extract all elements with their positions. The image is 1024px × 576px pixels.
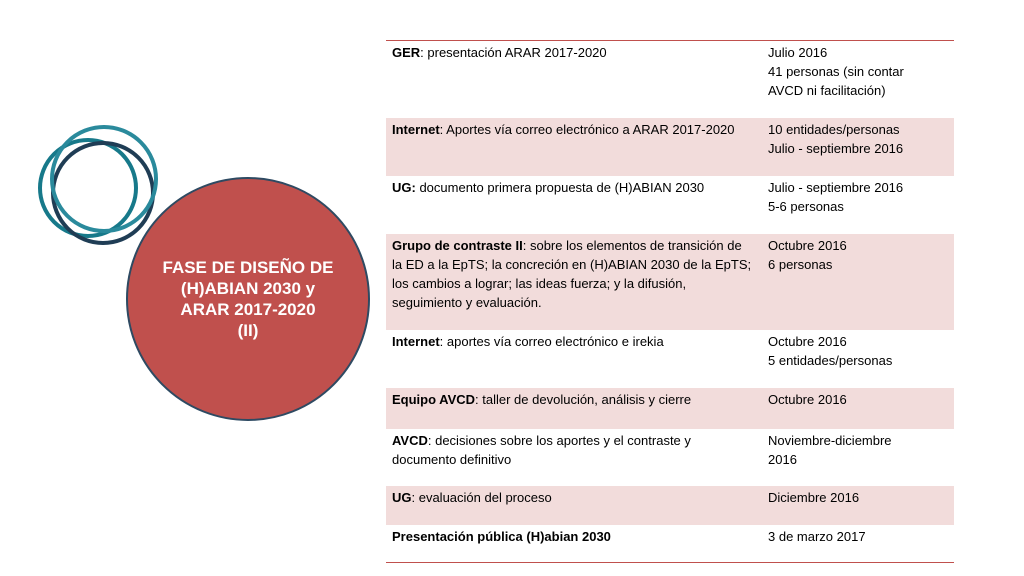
- step-detail: [759, 176, 954, 234]
- detail-line: 10 entidades/personas: [768, 121, 900, 137]
- table-row: [386, 234, 954, 330]
- step-cell: [386, 525, 759, 563]
- step-cell: [386, 429, 759, 486]
- detail-line: Julio - septiembre 2016: [768, 179, 904, 195]
- step-cell: [386, 388, 759, 429]
- phase-title-line: FASE DE DISEÑO DE: [162, 258, 334, 277]
- step-cell: [386, 41, 759, 118]
- step-detail: [759, 118, 954, 176]
- phase-steps-table: [386, 40, 954, 563]
- step-desc: : sobre los elementos de transición de la ED a la EpTS; la concreción en (H)ABIAN 2030 de la EpTS; los cambios a lograr; las ideas fuerza; y la difusión, seguimiento y evaluación.: [392, 237, 752, 310]
- detail-line: 5-6 personas: [768, 198, 844, 214]
- step-label: Equipo AVCD: [392, 391, 476, 407]
- detail-line: Diciembre 2016: [768, 489, 860, 505]
- step-cell: [386, 118, 759, 176]
- step-label: AVCD: [392, 432, 428, 448]
- step-desc: : evaluación del proceso: [411, 489, 552, 505]
- step-label: Internet: [392, 121, 440, 137]
- step-detail: [759, 388, 954, 429]
- step-desc: : taller de devolución, análisis y cierre: [475, 391, 692, 407]
- step-cell: [386, 486, 759, 525]
- detail-line: 5 entidades/personas: [768, 352, 893, 368]
- step-desc: documento primera propuesta de (H)ABIAN 2030: [415, 179, 705, 195]
- step-detail: [759, 234, 954, 330]
- phase-title: [148, 257, 348, 341]
- step-label: GER: [392, 45, 421, 60]
- table-row: [386, 176, 954, 234]
- detail-line: AVCD ni facilitación): [768, 83, 886, 98]
- detail-line: 6 personas: [768, 256, 833, 272]
- detail-line: Octubre 2016: [768, 391, 847, 407]
- detail-line: Julio 2016: [768, 45, 828, 60]
- detail-line: 3 de marzo 2017: [768, 528, 866, 544]
- step-label: UG: [392, 489, 412, 505]
- detail-line: Octubre 2016: [768, 333, 847, 349]
- step-desc: : Aportes vía correo electrónico a ARAR 2017-2020: [439, 121, 735, 137]
- table-row: [386, 388, 954, 429]
- table-row: [386, 429, 954, 486]
- step-detail: [759, 330, 954, 388]
- table-row: [386, 118, 954, 176]
- step-cell: [386, 234, 759, 330]
- step-desc: : decisiones sobre los aportes y el contraste y documento definitivo: [392, 432, 691, 467]
- detail-line: 2016: [768, 451, 797, 467]
- table-row: [386, 525, 954, 563]
- phase-title-line: ARAR 2017-2020: [180, 300, 316, 319]
- step-cell: [386, 176, 759, 234]
- step-label: Grupo de contraste II: [392, 237, 523, 253]
- detail-line: 41 personas (sin contar: [768, 64, 904, 79]
- table-row: [386, 330, 954, 388]
- table-row: [386, 41, 954, 118]
- step-cell: [386, 330, 759, 388]
- step-label: Presentación pública (H)abian 2030: [392, 528, 611, 544]
- step-desc: : presentación ARAR 2017-2020: [420, 45, 607, 60]
- step-detail: [759, 486, 954, 525]
- step-detail: [759, 525, 954, 563]
- step-detail: [759, 41, 954, 118]
- detail-line: Noviembre-diciembre: [768, 432, 892, 448]
- step-label: Internet: [392, 333, 440, 349]
- phase-title-line: (H)ABIAN 2030 y: [180, 279, 316, 298]
- step-desc: : aportes vía correo electrónico e irekia: [439, 333, 664, 349]
- ring-navy: [53, 143, 153, 243]
- table-row: [386, 486, 954, 525]
- phase-title-line: (II): [237, 321, 259, 340]
- step-detail: [759, 429, 954, 486]
- detail-line: Octubre 2016: [768, 237, 847, 253]
- phase-circle: [126, 177, 370, 421]
- step-label: UG:: [392, 179, 416, 195]
- detail-line: Julio - septiembre 2016: [768, 140, 904, 156]
